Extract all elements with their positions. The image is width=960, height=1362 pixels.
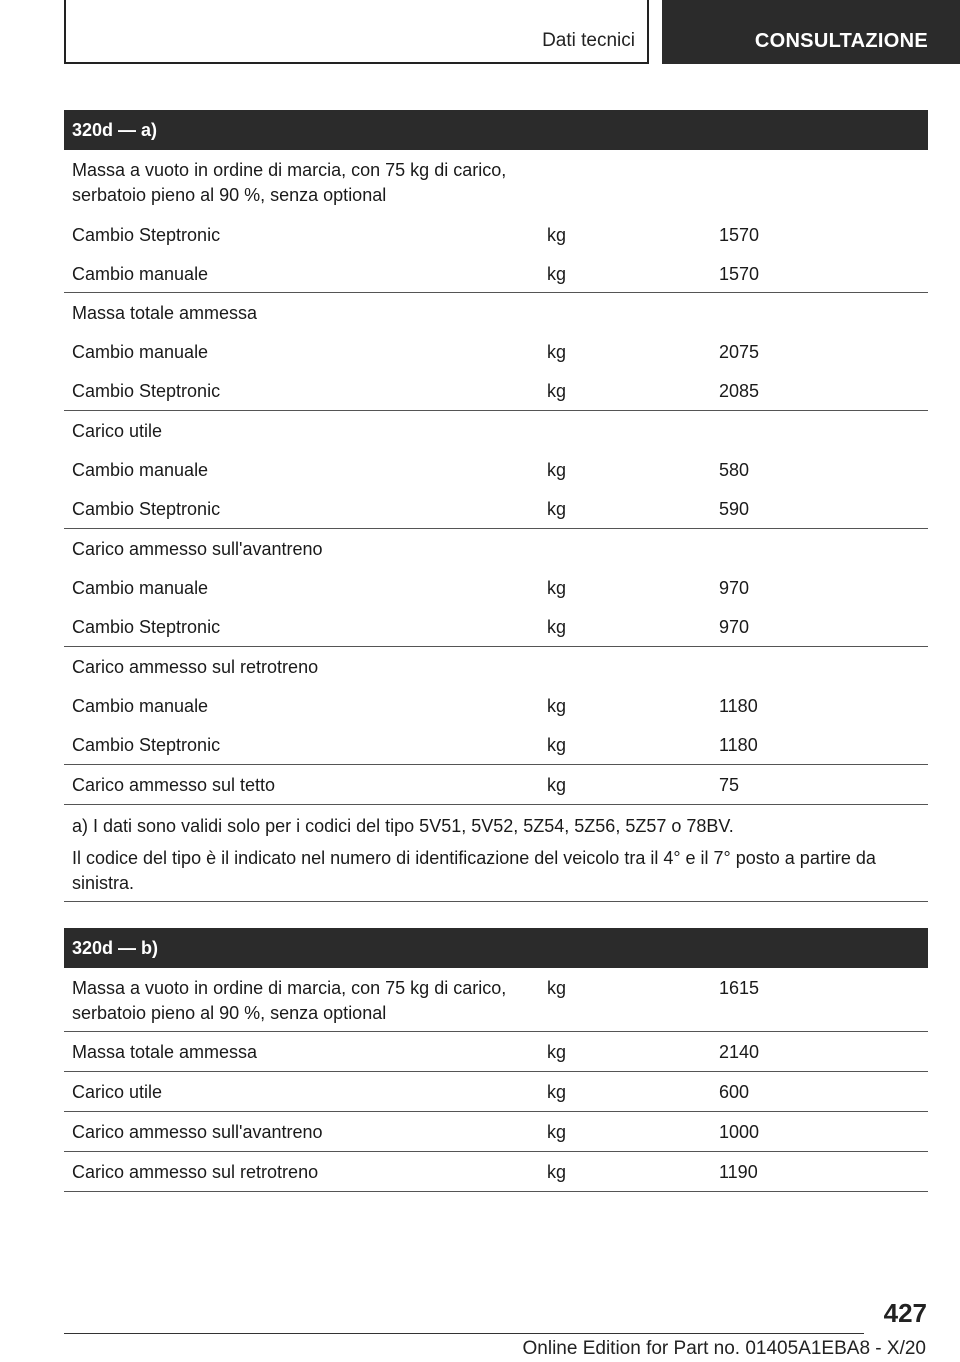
row-label: Cambio manuale [72, 460, 209, 480]
group-total-mass [64, 293, 928, 411]
row-unit: kg [547, 1162, 567, 1182]
group-title: Massa a vuoto in ordine di marcia, con 75 kg di carico, serbatoio pieno al 90 %, senza optional [72, 160, 507, 205]
row-label: Cambio manuale [72, 342, 209, 362]
row-value: 2085 [719, 381, 760, 401]
section-label: Dati tecnici [542, 30, 635, 51]
row-value: 1570 [719, 225, 760, 245]
row-value: 1180 [719, 696, 758, 716]
row-label: Massa totale ammessa [72, 1042, 258, 1062]
row-unit: kg [547, 775, 567, 795]
row-value: 2075 [719, 342, 760, 362]
group-payload [64, 411, 928, 529]
row-label: Cambio Steptronic [72, 735, 221, 755]
row-unit: kg [547, 225, 567, 245]
row-value: 1190 [719, 1162, 758, 1182]
row-label: Carico ammesso sul tetto [72, 775, 276, 795]
table-row [64, 1152, 928, 1192]
row-unit: kg [547, 578, 567, 598]
header-section-tab [64, 0, 649, 64]
footnote-type-code: Il codice del tipo è il indicato nel numero di identificazione del veicolo tra il 4° e il 7° posto a partire da sinistra. [72, 848, 876, 893]
row-unit: kg [547, 1122, 567, 1142]
table-row [64, 1032, 928, 1072]
group-title: Carico ammesso sul retrotreno [72, 657, 319, 677]
row-label: Cambio Steptronic [72, 499, 221, 519]
table-row [64, 1072, 928, 1112]
group-empty-mass [64, 150, 928, 293]
row-unit: kg [547, 1082, 567, 1102]
row-unit: kg [547, 735, 567, 755]
row-unit: kg [547, 381, 567, 401]
footer-divider [64, 1333, 864, 1334]
row-unit: kg [547, 617, 567, 637]
row-unit: kg [547, 342, 567, 362]
row-label: Carico utile [72, 1082, 163, 1102]
page-number: 427 [883, 1298, 927, 1328]
row-value: 1180 [719, 735, 758, 755]
row-label: Cambio Steptronic [72, 381, 221, 401]
header-chapter-tab [662, 0, 960, 64]
row-label: Cambio Steptronic [72, 225, 221, 245]
footnote-scope: a) I dati sono validi solo per i codici del tipo 5V51, 5V52, 5Z54, 5Z56, 5Z57 o 78BV. [72, 816, 734, 836]
group-rear-axle [64, 647, 928, 765]
row-unit: kg [547, 1042, 567, 1062]
row-unit: kg [547, 264, 567, 284]
group-roof-load [64, 765, 928, 805]
row-label: Cambio manuale [72, 264, 209, 284]
table-320d-b [64, 928, 928, 1192]
row-value: 970 [719, 578, 750, 598]
row-value: 1615 [719, 978, 760, 998]
row-unit: kg [547, 978, 567, 998]
row-label: Carico ammesso sull'avantreno [72, 1122, 323, 1142]
row-value: 75 [719, 775, 740, 795]
row-unit: kg [547, 499, 567, 519]
row-value: 970 [719, 617, 750, 637]
edition-footer: Online Edition for Part no. 01405A1EBA8 - X/20 [522, 1338, 926, 1359]
table-title: 320d — a) [64, 110, 928, 150]
group-title: Massa totale ammessa [72, 303, 258, 323]
table-footnote [64, 805, 928, 902]
group-title: Carico ammesso sull'avantreno [72, 539, 323, 559]
row-unit: kg [547, 460, 567, 480]
row-value: 580 [719, 460, 750, 480]
row-label: Massa a vuoto in ordine di marcia, con 75 kg di carico, serbatoio pieno al 90 %, senza optional [72, 978, 507, 1023]
row-value: 600 [719, 1082, 750, 1102]
row-label: Cambio manuale [72, 696, 209, 716]
group-title: Carico utile [72, 421, 163, 441]
row-label: Cambio Steptronic [72, 617, 221, 637]
row-value: 2140 [719, 1042, 760, 1062]
row-value: 1570 [719, 264, 760, 284]
row-label: Carico ammesso sul retrotreno [72, 1162, 319, 1182]
table-title: 320d — b) [64, 928, 928, 968]
row-label: Cambio manuale [72, 578, 209, 598]
chapter-label: CONSULTAZIONE [754, 30, 928, 52]
row-value: 1000 [719, 1122, 760, 1142]
table-row [64, 968, 928, 1032]
row-unit: kg [547, 696, 567, 716]
group-front-axle [64, 529, 928, 647]
row-value: 590 [719, 499, 750, 519]
table-320d-a [64, 110, 928, 902]
table-row [64, 1112, 928, 1152]
